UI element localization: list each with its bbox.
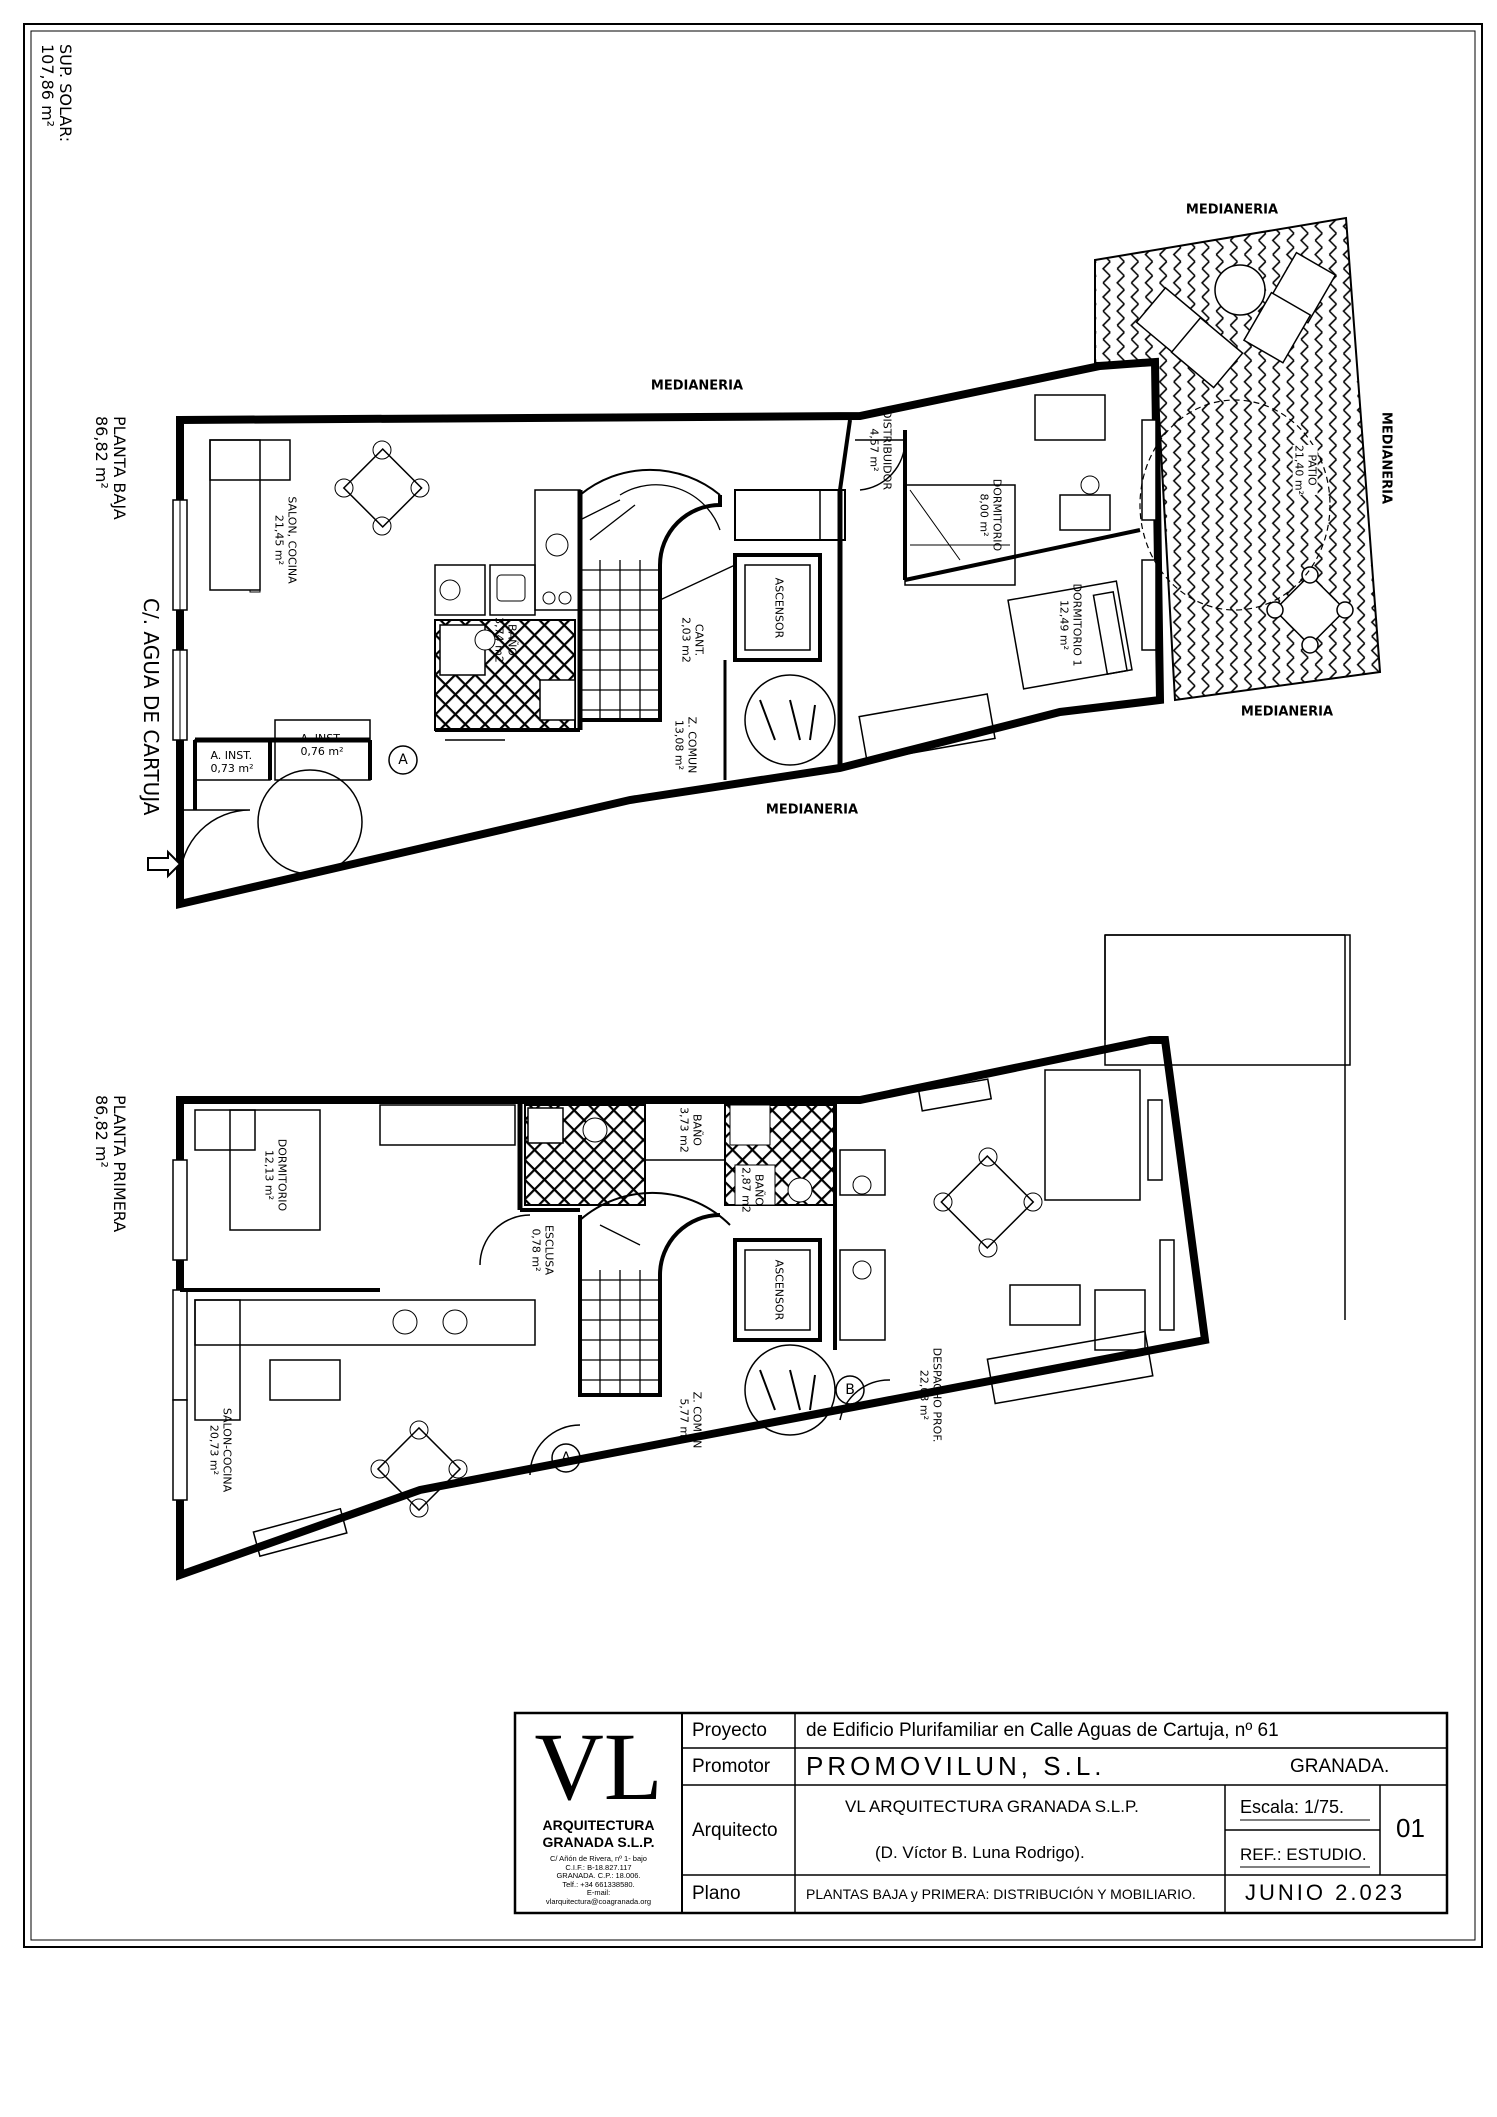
party-wall-label-patio: MEDIANERIA bbox=[1185, 202, 1279, 218]
arquitecto-firm: VL ARQUITECTURA GRANADA S.L.P. bbox=[845, 1797, 1139, 1816]
ground-floor-title bbox=[91, 416, 128, 520]
marker-b-first: B bbox=[845, 1382, 855, 1398]
plano-label: Plano bbox=[692, 1883, 741, 1904]
staircase bbox=[580, 470, 735, 720]
room-bano-ground: BAÑO 3,74 m2 bbox=[493, 617, 519, 663]
staircase-first bbox=[580, 1193, 730, 1395]
firm-logo: VL bbox=[534, 1713, 663, 1820]
firm-name-2: GRANADA S.L.P. bbox=[542, 1834, 655, 1850]
sheet-number: 01 bbox=[1396, 1813, 1425, 1843]
arquitecto-label: Arquitecto bbox=[692, 1820, 778, 1841]
room-cant-ground: CANT. 2,03 m2 bbox=[680, 617, 706, 663]
dining-set bbox=[335, 441, 429, 535]
room-distribuidor-ground: DISTRIBUIDOR 4,57 m² bbox=[868, 410, 894, 490]
room-esclusa-first: ESCLUSA 0,78 m² bbox=[530, 1225, 556, 1275]
party-wall-label-top: MEDIANERIA bbox=[650, 378, 744, 394]
first-floor-title bbox=[91, 1095, 128, 1232]
promotor-label: Promotor bbox=[692, 1756, 771, 1777]
date-label: JUNIO 2.023 bbox=[1245, 1880, 1406, 1905]
room-dormitorio-first: DORMITORIO 12,13 m² bbox=[263, 1138, 289, 1212]
room-salon-first: SALON-COCINA 20,73 m² bbox=[208, 1407, 234, 1493]
proyecto-value: de Edificio Plurifamiliar en Calle Aguas de Cartuja, nº 61 bbox=[806, 1720, 1279, 1741]
room-ascensor-ground: ASCENSOR bbox=[772, 577, 786, 639]
plano-value: PLANTAS BAJA y PRIMERA: DISTRIBUCIÓN Y MOBILIARIO. bbox=[806, 1886, 1196, 1902]
room-bano2-first: BAÑO 2,87 m2 bbox=[740, 1167, 766, 1213]
solar-label: SUP. SOLAR: bbox=[56, 44, 75, 143]
room-dormitorio1-ground: DORMITORIO 1 12,49 m² bbox=[1058, 583, 1084, 667]
ref-label: REF.: ESTUDIO. bbox=[1240, 1845, 1367, 1864]
promotor-value: PROMOVILUN, S.L. bbox=[806, 1751, 1106, 1781]
sofa bbox=[210, 440, 260, 590]
party-wall-label-bottom: MEDIANERIA bbox=[765, 802, 859, 818]
room-patio-ground: PATIO 21,40 m² bbox=[1293, 444, 1319, 496]
proyecto-label: Proyecto bbox=[692, 1720, 767, 1741]
room-bano1-first: BAÑO 3,73 m2 bbox=[678, 1107, 704, 1153]
firm-contact: C/ Añón de Rivera, nº 1- bajo C.I.F.: B-18.827.117 GRANADA. C.P.: 18.006. Telf.: +34 661338580. E-mail: vlarquitectura@coagranada.org bbox=[545, 1854, 652, 1906]
ground-exterior-wall bbox=[180, 362, 1160, 904]
room-ascensor-first: ASCENSOR bbox=[772, 1259, 786, 1321]
first-floor-area: 86,82 m² bbox=[91, 1095, 111, 1168]
room-inst1-ground: A. INST. 0,73 m² bbox=[210, 749, 254, 775]
firm-logo-block bbox=[515, 1713, 682, 1906]
ground-floor-area: 86,82 m² bbox=[91, 416, 111, 489]
solar-value: 107,86 m² bbox=[37, 44, 57, 128]
party-wall-label-side: MEDIANERIA bbox=[1378, 411, 1394, 505]
ground-floor-name: PLANTA BAJA bbox=[110, 416, 129, 520]
ground-floor-plan bbox=[148, 218, 1380, 904]
room-salon-ground: SALON, COCINA 21,45 m² bbox=[273, 496, 299, 584]
party-wall-label-right: MEDIANERIA bbox=[1240, 704, 1334, 720]
firm-name-1: ARQUITECTURA bbox=[542, 1817, 655, 1833]
room-zcomun-first: Z. COMUN 5,77 m² bbox=[678, 1391, 704, 1449]
room-despacho-first: DESPACHO PROF. 22,03 m² bbox=[918, 1347, 944, 1443]
room-dormitorio-ground: DORMITORIO 8,00 m² bbox=[978, 478, 1004, 552]
marker-a-ground: A bbox=[398, 752, 408, 768]
city-label: GRANADA. bbox=[1290, 1756, 1390, 1777]
room-zcomun-ground: Z. COMUN 13,08 m² bbox=[673, 716, 699, 774]
scale-label: Escala: 1/75. bbox=[1240, 1797, 1345, 1817]
street-label: C/. AGUA DE CARTUJA bbox=[139, 598, 163, 816]
first-floor-plan bbox=[173, 935, 1350, 1575]
marker-a-first: A bbox=[561, 1450, 571, 1466]
solar-area-label bbox=[37, 44, 74, 142]
arquitecto-person: (D. Víctor B. Luna Rodrigo). bbox=[875, 1843, 1085, 1862]
room-inst2-ground: A. INST. 0,76 m² bbox=[300, 732, 344, 758]
first-floor-name: PLANTA PRIMERA bbox=[110, 1095, 129, 1233]
